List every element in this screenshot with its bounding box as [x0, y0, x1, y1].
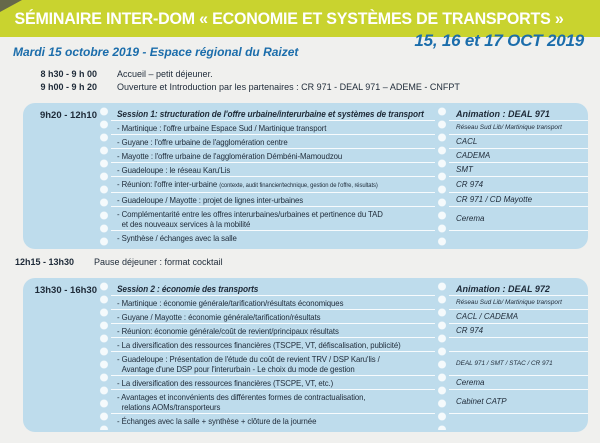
- agenda-row: [111, 163, 588, 177]
- agenda-speaker-cell: [449, 121, 588, 135]
- agenda-label-cell: [111, 149, 435, 163]
- agenda-item-speaker: Réseau Sud Lib/ Martinique transport: [456, 298, 562, 306]
- session-header-row: [111, 282, 588, 296]
- agenda-item-speaker: SMT: [456, 164, 473, 174]
- agenda-speaker-cell: [449, 352, 588, 376]
- agenda-label-cell: [111, 376, 435, 390]
- agenda-item-speaker: Cabinet CATP: [456, 396, 507, 406]
- agenda-label-cell: [111, 324, 435, 338]
- activity-label: Pause déjeuner : format cocktail: [94, 257, 223, 267]
- agenda-row: [111, 149, 588, 163]
- session-1-block: [23, 103, 588, 249]
- time-slot: 8 h30 - 9 h 00: [40, 69, 97, 79]
- agenda-row: [111, 193, 588, 207]
- agenda-row: [111, 352, 588, 376]
- agenda-label-cell: [111, 338, 435, 352]
- agenda-label-cell: [111, 310, 435, 324]
- agenda-speaker-cell: [449, 324, 588, 338]
- agenda-label-cell: [111, 296, 435, 310]
- agenda-speaker-cell: [449, 296, 588, 310]
- agenda-label-cell: [111, 177, 435, 193]
- agenda-row: [111, 376, 588, 390]
- session-rows: [111, 278, 588, 432]
- agenda-row: [111, 121, 588, 135]
- schedule-row: [23, 68, 600, 81]
- agenda-item-label: - Guadeloupe / Mayotte : projet de lignes inter-urbaines: [117, 194, 304, 205]
- session-title-cell: [111, 282, 435, 296]
- perforation-dots-left: [97, 105, 111, 247]
- agenda-label-cell: [111, 135, 435, 149]
- agenda-item-label: - Réunion: économie générale/coût de revient/principaux résultats: [117, 325, 339, 336]
- agenda-item-speaker: CADEMA: [456, 150, 491, 160]
- agenda-speaker-cell: [449, 231, 588, 244]
- session-title-cell: [111, 107, 435, 121]
- agenda-label-cell: [111, 352, 435, 376]
- agenda-label-cell: [111, 193, 435, 207]
- agenda-item-label: - Complémentarité entre les offres interurbaines/urbaines et pertinence du TAD: [117, 208, 383, 219]
- agenda-item-label: - Guyane : l'offre urbaine de l'agglomération centre: [117, 136, 288, 147]
- agenda-item-label: - Martinique : l'offre urbaine Espace Sud / Martinique transport: [117, 122, 327, 133]
- agenda-row: [111, 390, 588, 414]
- agenda-label-cell: [111, 163, 435, 177]
- session-animation-cell: [449, 107, 588, 121]
- session-header-row: [111, 107, 588, 121]
- agenda-item-label-line2: Avantage d'une DSP pour l'interurbain - Le choix du mode de gestion: [121, 363, 355, 374]
- agenda-item-speaker: CR 971 / CD Mayotte: [456, 194, 533, 204]
- session-rows: [111, 103, 588, 249]
- agenda-row: [111, 207, 588, 231]
- agenda-row: [111, 414, 588, 427]
- agenda-item-label-line2: et des nouveaux services à la mobilité: [121, 218, 251, 229]
- morning-intro-rows: [0, 68, 600, 94]
- time-slot: 9 h00 - 9 h 20: [40, 82, 97, 92]
- agenda-speaker-cell: [449, 149, 588, 163]
- agenda-item-speaker: CACL / CADEMA: [456, 311, 519, 321]
- agenda-row: [111, 338, 588, 352]
- agenda-speaker-cell: [449, 207, 588, 231]
- agenda-item-label: - Martinique : économie générale/tarification/résultats économiques: [117, 297, 344, 308]
- agenda-label-cell: [111, 207, 435, 231]
- agenda-item-label: - Échanges avec la salle + synthèse + clôture de la journée: [117, 415, 317, 426]
- agenda-item-label: - Réunion: l'offre inter-urbaine: [117, 178, 220, 189]
- seminar-dates: 15, 16 et 17 OCT 2019: [414, 31, 584, 50]
- session-animation: Animation : DEAL 972: [456, 283, 550, 294]
- agenda-speaker-cell: [449, 310, 588, 324]
- session-title: Session 1: structuration de l'offre urbaine/interurbaine et systèmes de transport: [117, 108, 424, 119]
- agenda-label-cell: [111, 231, 435, 244]
- agenda-label-cell: [111, 390, 435, 414]
- agenda-item-label: - Mayotte : l'offre urbaine de l'agglomération Démbéni-Mamoudzou: [117, 150, 343, 161]
- session-time: 9h20 - 12h10: [39, 110, 97, 121]
- agenda-item-label: - Guyane / Mayotte : économie générale/tarification/résultats: [117, 311, 321, 322]
- agenda-item-note: (contexte, audit financier/technique, gestion de l'offre, résultats): [219, 181, 378, 189]
- agenda-line: [117, 179, 410, 191]
- agenda-item-label: - Avantages et inconvénients des différentes formes de contractualisation,: [117, 391, 366, 402]
- agenda-item-speaker: Cerema: [456, 377, 485, 387]
- day-subtitle: Mardi 15 octobre 2019 - Espace régional du Raizet: [13, 45, 299, 59]
- lunch-break-row: [0, 256, 600, 269]
- agenda-row: [111, 296, 588, 310]
- agenda-speaker-cell: [449, 414, 588, 427]
- time-slot: 12h15 - 13h30: [14, 257, 74, 267]
- agenda-item-label: - Synthèse / échanges avec la salle: [117, 232, 237, 243]
- agenda-speaker-cell: [449, 177, 588, 193]
- schedule-row: [23, 81, 600, 94]
- session-animation-cell: [449, 282, 588, 296]
- perforation-dots-right: [435, 280, 449, 430]
- agenda-row: [111, 135, 588, 149]
- agenda-item-label: - Guadeloupe : Présentation de l'étude du coût de revient TRV / DSP Karu'lis /: [117, 353, 380, 364]
- session-time: 13h30 - 16h30: [34, 285, 97, 296]
- activity-label: Ouverture et Introduction par les partenaires : CR 971 - DEAL 971 – ADEME - CNFPT: [117, 82, 460, 92]
- agenda-speaker-cell: [449, 390, 588, 414]
- session-title: Session 2 : économie des transports: [117, 283, 259, 294]
- agenda-speaker-cell: [449, 163, 588, 177]
- agenda-row: [111, 310, 588, 324]
- seminar-title: SÉMINAIRE INTER-DOM « ECONOMIE ET SYSTÈMES DE TRANSPORTS »: [14, 10, 564, 28]
- agenda-item-label: - La diversification des ressources financières (TSCPE, VT, défiscalisation, publicité): [117, 339, 401, 350]
- session-2-block: [23, 278, 588, 432]
- agenda-item-label: - Guadeloupe : le réseau Karu'Lis: [117, 164, 231, 175]
- agenda-row: [111, 324, 588, 338]
- agenda-label-cell: [111, 121, 435, 135]
- agenda-item-speaker: CACL: [456, 136, 478, 146]
- agenda-item-speaker: CR 974: [456, 179, 484, 189]
- perforation-dots-left: [97, 280, 111, 430]
- agenda-label-cell: [111, 414, 435, 427]
- agenda-item-speaker: Réseau Sud Lib/ Martinique transport: [456, 123, 562, 131]
- agenda-row: [111, 231, 588, 244]
- agenda-item-label: - La diversification des ressources financières (TSCPE, VT, etc.): [117, 377, 334, 388]
- agenda-speaker-cell: [449, 135, 588, 149]
- agenda-speaker-cell: [449, 193, 588, 207]
- agenda-row: [111, 177, 588, 193]
- session-animation: Animation : DEAL 971: [456, 108, 550, 119]
- agenda-item-speaker: DEAL 971 / SMT / STAC / CR 971: [456, 359, 553, 367]
- agenda-item-label-line2: relations AOMs/transporteurs: [121, 401, 221, 412]
- activity-label: Accueil – petit déjeuner.: [117, 69, 213, 79]
- agenda-item-speaker: Cerema: [456, 213, 485, 223]
- agenda-item-speaker: CR 974: [456, 325, 484, 335]
- perforation-dots-right: [435, 105, 449, 247]
- agenda-speaker-cell: [449, 376, 588, 390]
- agenda-speaker-cell: [449, 338, 588, 352]
